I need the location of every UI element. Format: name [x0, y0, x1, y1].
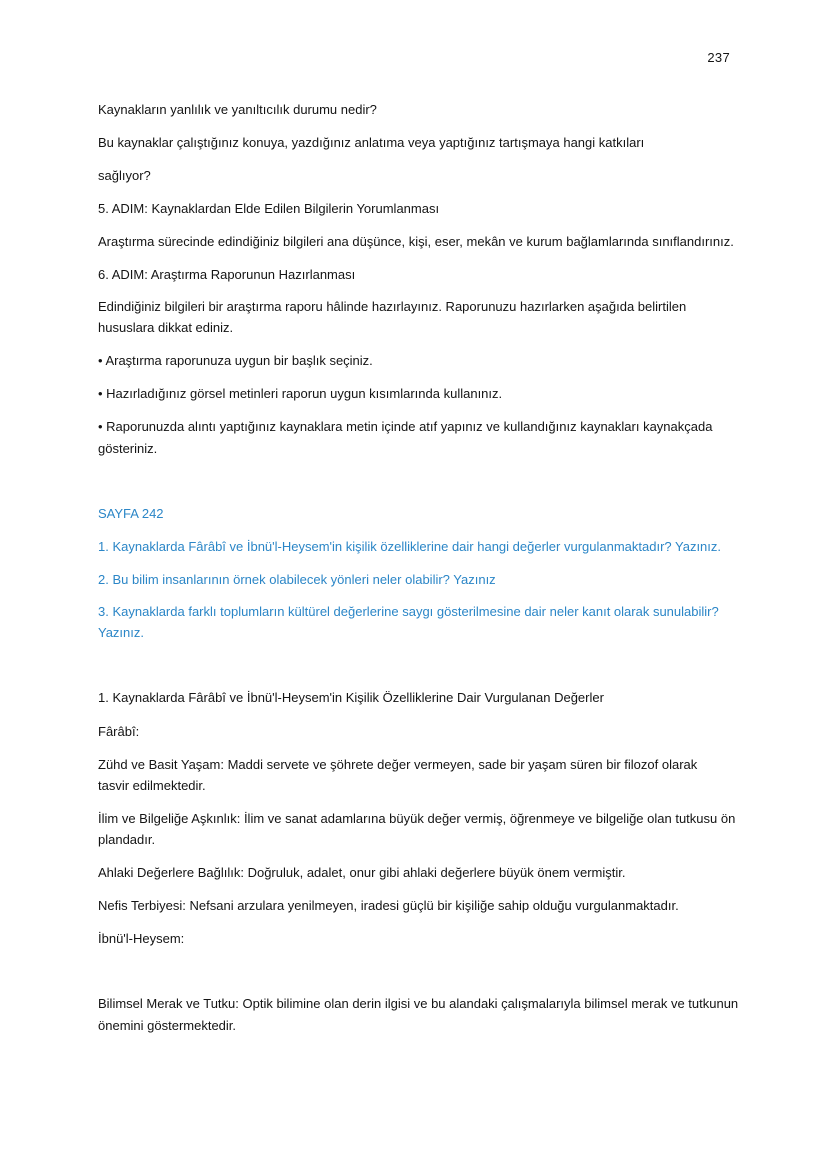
step-5-heading: 5. ADIM: Kaynaklardan Elde Edilen Bilgilerin Yorumlanması — [98, 201, 440, 216]
page-number: 237 — [707, 50, 730, 65]
blue-question-2: 2. Bu bilim insanlarının örnek olabilecek yönleri neler olabilir? Yazınız — [98, 572, 496, 587]
question-contribution-line-1: Bu kaynaklar çalıştığınız konuya, yazdığınız anlatıma veya yaptığınız tartışmaya hangi katkıları — [98, 135, 645, 150]
farabi-ilim-line-1: İlim ve Bilgeliğe Aşkınlık: İlim ve sanat adamlarına büyük değer vermiş, öğrenmeye ve bilgeliğe olan tutkusu ön — [98, 811, 736, 826]
step-5-instruction: Araştırma sürecinde edindiğiniz bilgileri ana düşünce, kişi, eser, mekân ve kurum bağlamlarında sınıflandırınız. — [98, 234, 734, 249]
step-6-instruction-line-2: hususlara dikkat ediniz. — [98, 320, 234, 335]
step-6-instruction-line-1: Edindiğiniz bilgileri bir araştırma raporu hâlinde hazırlayınız. Raporunuzu hazırlarken aşağıda belirtilen — [98, 299, 687, 314]
blue-question-3-line-2: Yazınız. — [98, 625, 145, 640]
section-heading-sayfa-242: SAYFA 242 — [98, 506, 164, 521]
farabi-label: Fârâbî: — [98, 724, 140, 739]
farabi-ahlak: Ahlaki Değerlere Bağlılık: Doğruluk, adalet, onur gibi ahlaki değerlere büyük önem vermiştir. — [98, 865, 626, 880]
step-6-heading: 6. ADIM: Araştırma Raporunun Hazırlanması — [98, 267, 356, 282]
bullet-title: • Araştırma raporunuza uygun bir başlık seçiniz. — [98, 353, 373, 368]
farabi-zuhd-line-1: Zühd ve Basit Yaşam: Maddi servete ve şöhrete değer vermeyen, sade bir yaşam süren bir filozof olarak — [98, 757, 698, 772]
bullet-citations-line-2: gösteriniz. — [98, 441, 158, 456]
farabi-zuhd-line-2: tasvir edilmektedir. — [98, 778, 206, 793]
answer-heading: 1. Kaynaklarda Fârâbî ve İbnü'l-Heysem'in Kişilik Özelliklerine Dair Vurgulanan Değerler — [98, 690, 604, 705]
farabi-nefis: Nefis Terbiyesi: Nefsani arzulara yenilmeyen, iradesi güçlü bir kişiliğe sahip olduğu vurgulanmaktadır. — [98, 898, 679, 913]
heysem-merak-line-1: Bilimsel Merak ve Tutku: Optik bilimine olan derin ilgisi ve bu alandaki çalışmalarıyla bilimsel merak ve tutkunun — [98, 996, 739, 1011]
ibnul-heysem-label: İbnü'l-Heysem: — [98, 931, 185, 946]
bullet-visuals: • Hazırladığınız görsel metinleri raporun uygun kısımlarında kullanınız. — [98, 386, 503, 401]
bullet-citations-line-1: • Raporunuzda alıntı yaptığınız kaynaklara metin içinde atıf yapınız ve kullandığınız kaynakları kaynakçada — [98, 419, 713, 434]
farabi-ilim-line-2: plandadır. — [98, 832, 156, 847]
heysem-merak-line-2: önemini göstermektedir. — [98, 1018, 237, 1033]
question-contribution-line-2: sağlıyor? — [98, 168, 151, 183]
blue-question-1: 1. Kaynaklarda Fârâbî ve İbnü'l-Heysem'in kişilik özelliklerine dair hangi değerler vurgulanmaktadır? Yazınız. — [98, 539, 722, 554]
question-bias-line: Kaynakların yanlılık ve yanıltıcılık durumu nedir? — [98, 102, 377, 117]
blue-question-3-line-1: 3. Kaynaklarda farklı toplumların kültürel değerlerine saygı gösterilmesine dair neler kanıt olarak sunulabilir? — [98, 604, 719, 619]
